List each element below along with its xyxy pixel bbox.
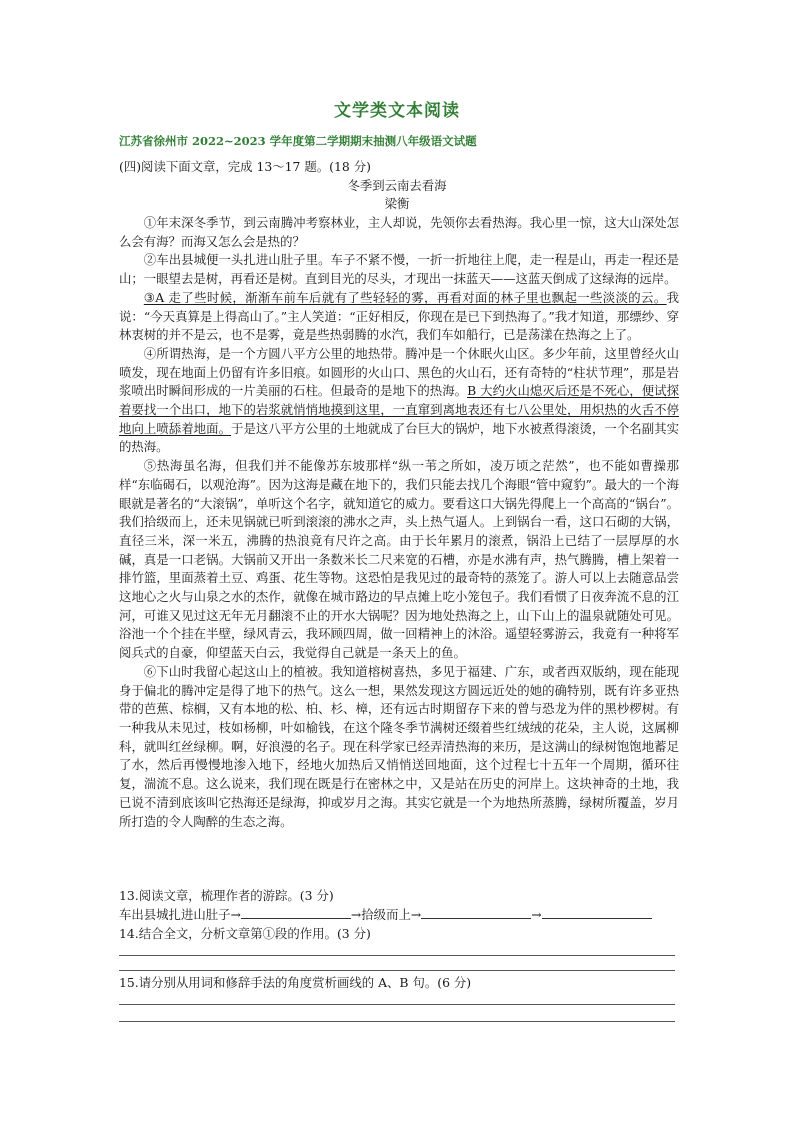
paragraph-3-rest: 我说：“今天真算是上得高山了。”主人笑道：“正好相反，你现在是已下到热海了。”我才知道，那缥纱、穿林衷树的并不是云，也不是雾，竟是些热弱腾的水汽，我们车如船行，已是荡漾在热海之上了。	[119, 289, 679, 343]
paragraph-4-end: 于是这八平方公里的土地就成了台巨大的锅炉，地下水被煮得滚烫，一个名副其实的热海。	[119, 420, 680, 455]
underlined-sentence-b: B 大约火山熄灭后还是不死心，便试探着要找一个出口，地下的岩浆就悄悄地摸到这里，一直窜到离地表还有七八公里处，用炽热的火舌不停地向上喷舔着地面。	[119, 383, 679, 436]
article-body	[119, 214, 679, 831]
question-13-route	[119, 906, 652, 925]
answer-blank-1[interactable]	[241, 906, 351, 919]
section-intro: (四)阅读下面文章，完成 13～17 题。(18 分)	[119, 159, 371, 174]
answer-line-15a[interactable]	[119, 1004, 675, 1005]
paragraph-1: ①年末深冬季节，到云南腾冲考察林业，主人却说，先领你去看热海。我心里一惊，这大山深处怎么会有海？而海又怎么会是热的？	[119, 215, 679, 249]
paragraph-6: ⑥下山时我留心起这山上的植被。我知道榕树喜热，多见于福建、广东，或者西双版纳，现在能现身于偏北的腾冲定是得了地下的热气。这么一想，果然发现这方圆远近处的她的确特别，既有许多亚热带的芭蕉、棕榈，又有本地的松、柏、杉、樟，还有远古时期留存下来的曾与恐龙为伴的黑杪椤树。有一种我从未见过，枝如杨柳，叶如榆钱，在这个隆冬季节满树还缀着些红绒绒的花朵，主人说，这属柳科，就叫红丝绿柳。啊，好浪漫的名子。现在科学家已经弄清热海的来历，是这满山的绿树饱饱地蓄足了水，然后再慢慢地渗入地下，经地火加热后又悄悄送回地面，这个过程七十五年一个周期，循环往复，湍流不息。这么说来，我们现在既是行在密林之中，又是站在历史的河岸上。这块神奇的土地，我已说不清到底该叫它热海还是绿海，抑或岁月之海。其实它就是一个为地热所蒸腾，绿树所覆盖，岁月所打造的令人陶醉的生态之海。	[119, 663, 679, 829]
paragraph-3	[119, 289, 679, 345]
answer-blank-2[interactable]	[421, 906, 531, 919]
paragraph-2: ②车出县城便一头扎进山肚子里。车子不紧不慢，一折一折地往上爬，走一程是山，再走一程还是山；一眼望去是树，再看还是树。直到目光的尽头，才现出一抹蓝天——这蓝天倒成了这绿海的远岸。	[119, 252, 679, 287]
route-arrow: →	[531, 907, 542, 922]
route-start: 车出县城扎进山肚子→	[119, 907, 241, 922]
question-13: 13.阅读文章，梳理作者的游踪。(3 分)	[119, 888, 334, 903]
paragraph-4	[119, 345, 679, 457]
exam-source: 江苏省徐州市 2022~2023 学年度第二学期期末抽测八年级语文试题	[119, 134, 477, 148]
route-middle: →拾级而上→	[350, 907, 422, 922]
paragraph-5: ⑤热海虽名海，但我们并不能像苏东坡那样“纵一苇之所如，凌万顷之茫然”，也不能如曹操那样“东临碣石，以观沧海”。因为这海是藏在地下的，我们只能去找几个海眼“管中窥豹”。最大的一个海眼就是著名的“大滚锅”，单听这个名字，就知道它的威力。要看这口大锅先得爬上一个高高的“锅台”。我们拾级而上，还未见锅就已听到滚滚的沸水之声，头上热气逼人。上到锅台一看，这口石砌的大锅，直径三米，深一米五，沸腾的热浪竟有尺许之高。由于长年累月的滚煮，锅沿上已结了一层厚厚的水碱，真是一口老锅。大锅前又开出一条数米长二尺来宽的石槽，亦是水沸有声，热气腾腾，槽上架着一排竹篮，里面蒸着土豆、鸡蛋、花生等物。这恐怕是我见过的最奇特的蒸笼了。游人可以上去随意品尝这地心之火与山泉之水的杰作，就像在城市路边的早点摊上吃小笼包子。我们看惯了日夜奔流不息的江河，可谁又见过这无年无月翻滚不止的开水大锅呢？因为地处热海之上，山下山上的温泉就随处可见。浴池一个个挂在半壁，绿风青云，我环顾四周，做一回精神上的沐浴。遥望轻雾游云，我竟有一种将军阅兵式的自豪，仰望蓝天白云，我觉得自己就是一条天上的鱼。	[119, 458, 679, 661]
question-14: 14.结合全文，分析文章第①段的作用。(3 分)	[119, 926, 371, 941]
article-title: 冬季到云南去看海	[347, 178, 447, 193]
article-author: 梁衡	[384, 196, 410, 211]
paragraph-4-start: ④所谓热海，是一个方圆八平方公里的地热带。腾冲是一个休眠火山区。多少年前，这里曾经火山喷发，现在地面上仍留有许多旧痕。如圆形的火山口、黑色的火山石，还有奇特的“柱状节理”，那是岩浆喷出时瞬间形成的一片美丽的石柱。但最奇的是地下的热海。	[119, 345, 679, 399]
answer-blank-3[interactable]	[542, 906, 652, 919]
page-title: 文学类文本阅读	[334, 101, 460, 121]
underlined-sentence-a: ③A 走了些时候，渐渐车前车后就有了些轻轻的雾，再看对面的林子里也飘起一些淡淡的云。	[143, 289, 667, 305]
answer-line-14a[interactable]	[119, 955, 675, 956]
answer-line-15b[interactable]	[119, 1021, 675, 1022]
question-15: 15.请分别从用词和修辞手法的角度赏析画线的 A、B 句。(6 分)	[119, 975, 472, 990]
answer-line-14b[interactable]	[119, 970, 675, 971]
